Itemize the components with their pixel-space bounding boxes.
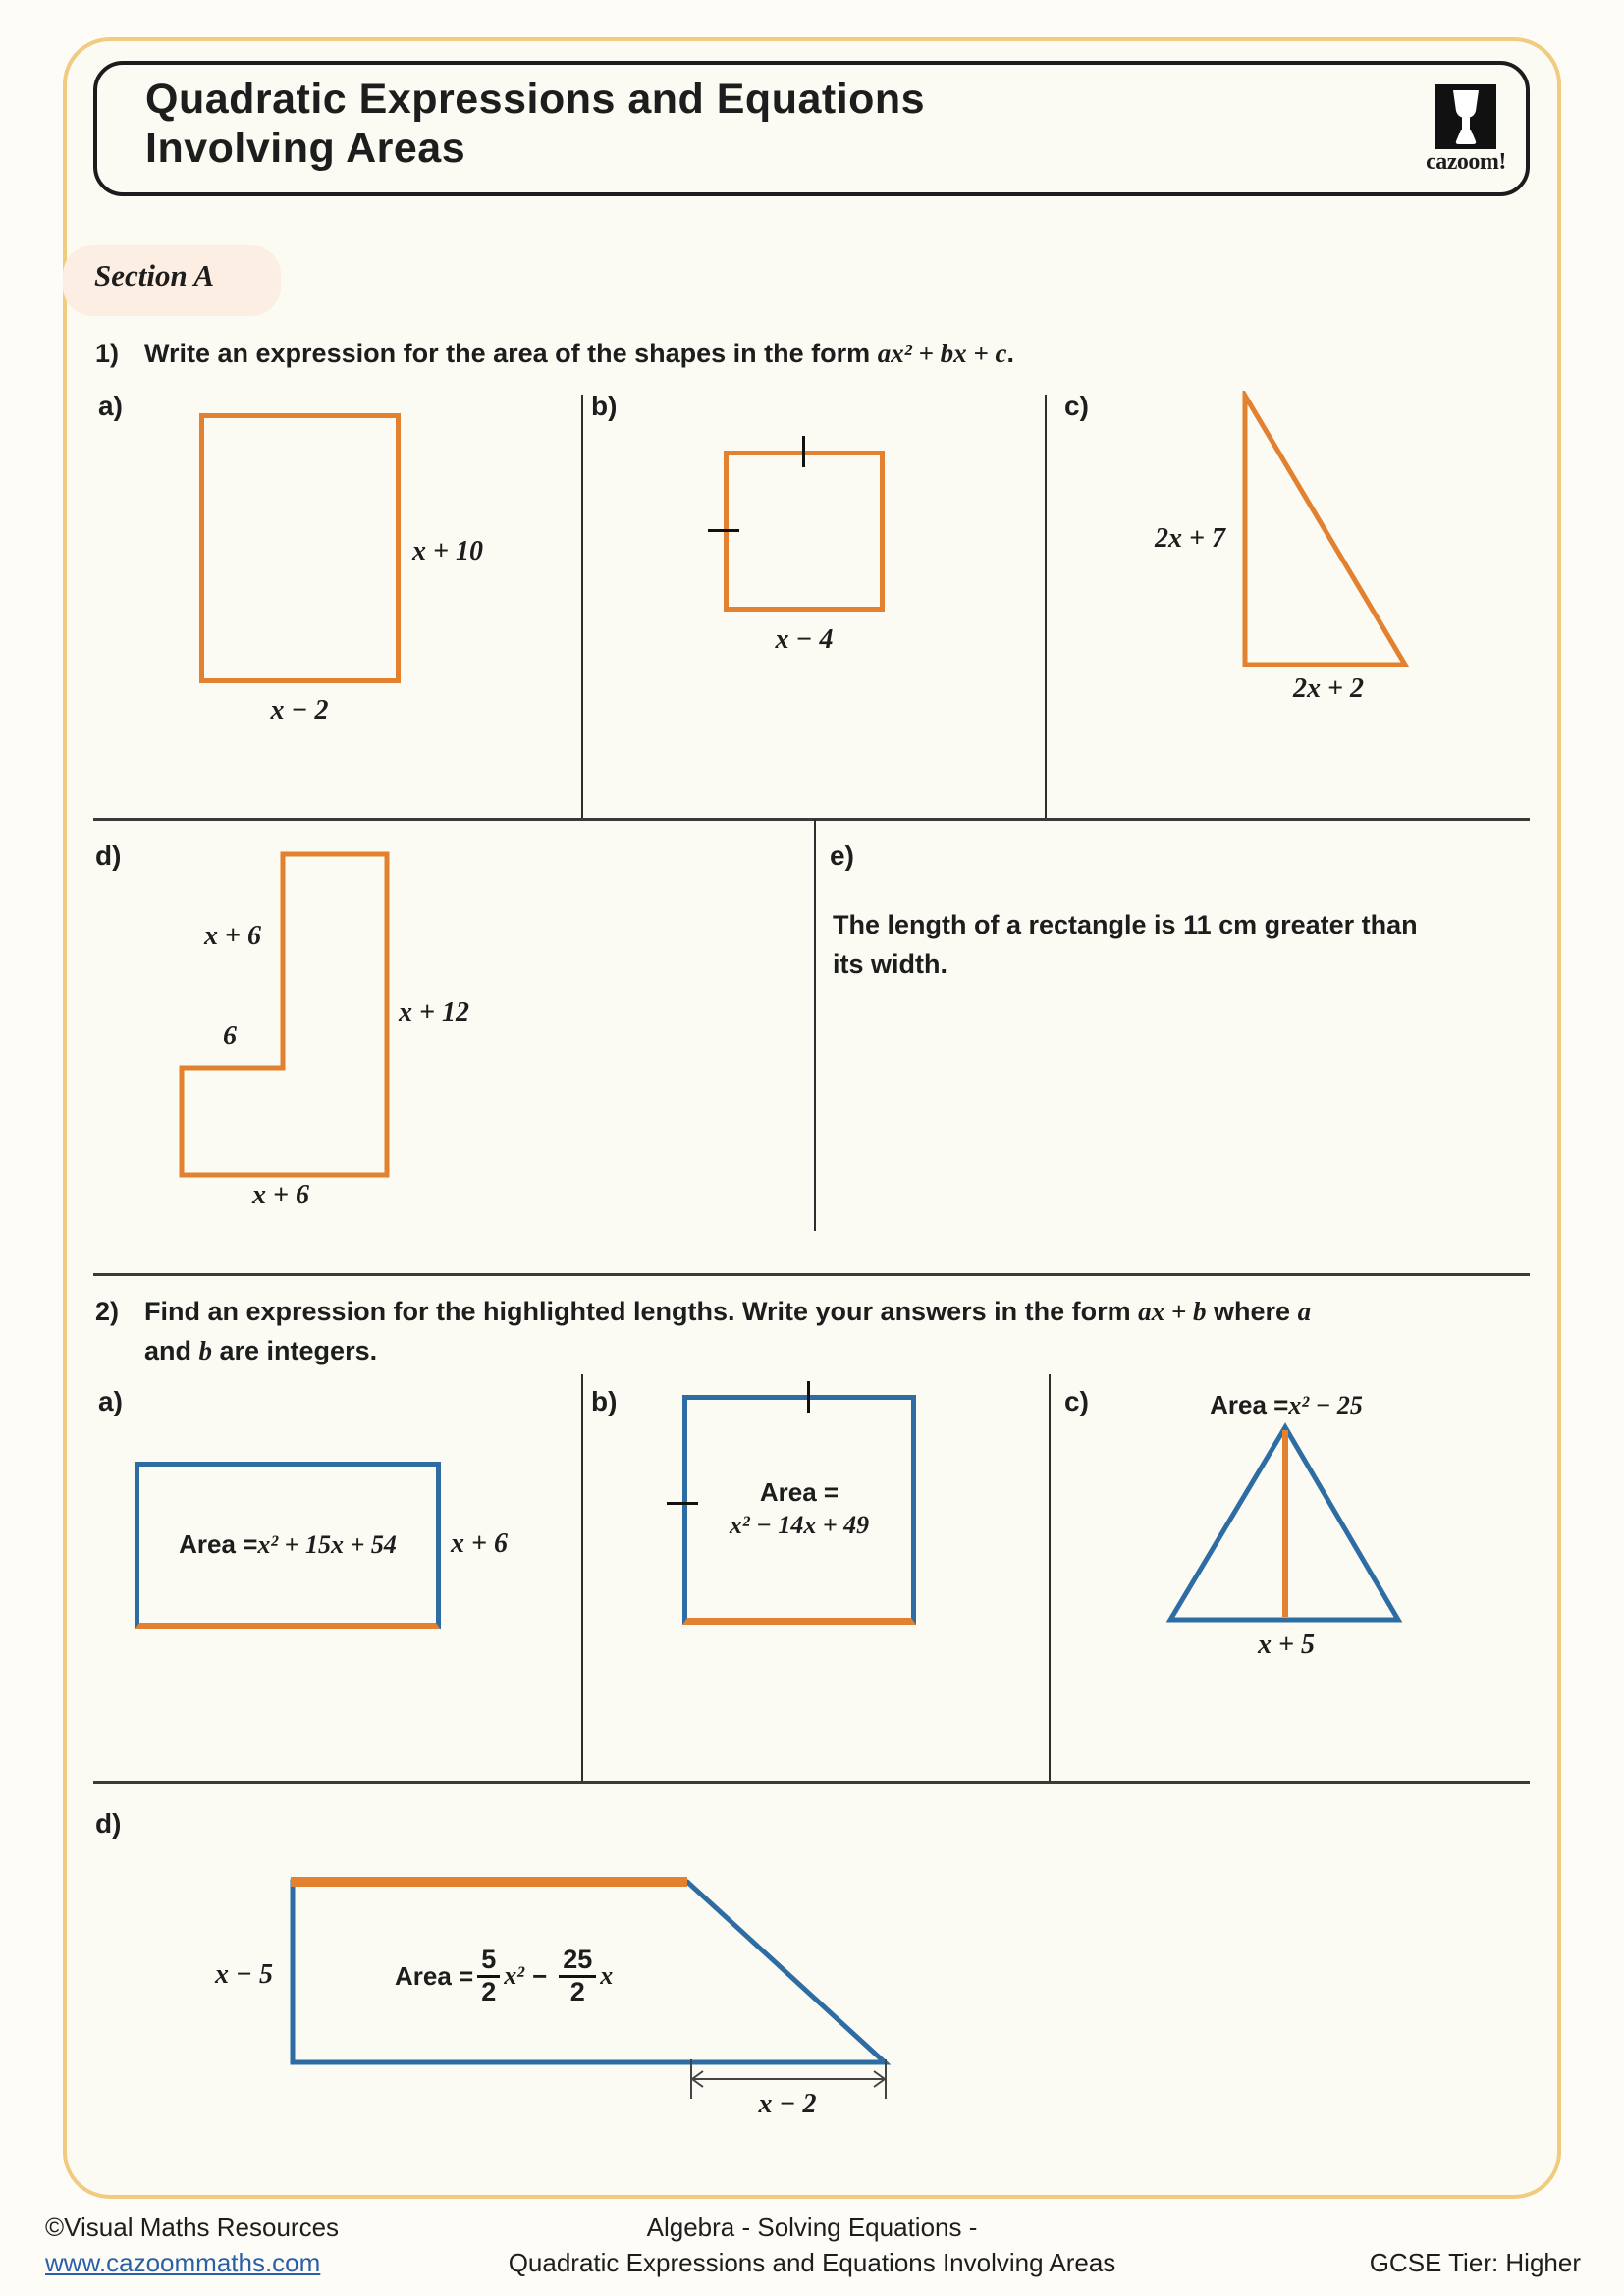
shape-2d-term1: x² (504, 1961, 525, 1990)
footer-topic-line1: Algebra - Solving Equations - (646, 2213, 978, 2242)
shape-2c-area-label: Area = (1210, 1390, 1289, 1419)
page-title (145, 75, 925, 173)
shape-1d-lshape (179, 851, 391, 1179)
fraction-five-halves: $\frac{5}{2}$ (477, 1947, 500, 2005)
fraction-twentyfive-halves: $\frac{25}{2}$ (559, 1947, 596, 2005)
q1-e-text (833, 905, 1520, 984)
shape-1a-bottom-label: x − 2 (270, 695, 329, 725)
footer-tier: GCSE Tier: Higher (1369, 2248, 1581, 2277)
q1-e-text-line1: The length of a rectangle is 11 cm greater than (833, 910, 1418, 939)
tick-mark-icon (807, 1381, 810, 1413)
q2-part-d-label: d) (95, 1808, 122, 1839)
shape-1c-bottom-label: 2x + 2 (1293, 673, 1364, 704)
shape-2c-triangle (1166, 1419, 1402, 1628)
shape-2a-rectangle (135, 1462, 441, 1629)
divider-q1-de (814, 819, 816, 1231)
shape-2c-bottom-label: x + 5 (1258, 1629, 1315, 1660)
shape-1a-right-label: x + 10 (412, 536, 483, 566)
footer-copyright: ©Visual Maths Resources (45, 2213, 340, 2242)
q1-part-a-label: a) (98, 391, 123, 421)
tick-mark-icon (802, 436, 805, 467)
q1-e-text-line2: its width. (833, 949, 947, 979)
page-title-line1: Quadratic Expressions and Equations (145, 76, 926, 123)
shape-2a-area-expr: x² + 15x + 54 (257, 1529, 397, 1559)
divider-q1-q2 (93, 1273, 1530, 1276)
shape-2a-right-label: x + 6 (451, 1528, 508, 1559)
shape-1d-notch-label: 6 (223, 1021, 237, 1051)
shape-2d-term2: x (600, 1961, 614, 1990)
shape-1d-upperleft-label: x + 6 (204, 921, 261, 951)
shape-1b-square (724, 451, 885, 612)
shape-2c-area-text (1159, 1390, 1414, 1420)
shape-2b-square (682, 1395, 916, 1625)
shape-1b-bottom-label: x − 4 (775, 624, 834, 655)
shape-2d-left-label: x − 5 (215, 1959, 273, 1990)
divider-q1-ab (581, 395, 583, 819)
q2-part-a-label: a) (98, 1386, 123, 1416)
shape-1d-bottom-label: x + 6 (252, 1180, 309, 1210)
q1-part-c-label: c) (1064, 391, 1089, 421)
q1-part-d-label: d) (95, 840, 122, 871)
section-a-label: Section A (94, 258, 215, 293)
divider-q1-row (93, 818, 1530, 821)
q2-prompt: Find an expression for the highlighted lengths. Write your answers in the form ax + b where a and b are integers. (144, 1297, 1312, 1365)
q1-part-e-label: e) (830, 840, 854, 871)
q2-number: 2) (95, 1297, 120, 1326)
shape-1a-rectangle (199, 413, 401, 683)
shape-2d-area-formula (395, 1938, 613, 2014)
shape-2c-area-expr: x² − 25 (1288, 1390, 1363, 1419)
divider-q2-row (93, 1781, 1530, 1784)
divider-q1-bc (1045, 395, 1047, 819)
shape-2d-area-label: Area = (395, 1960, 474, 1991)
tick-mark-icon (667, 1502, 698, 1505)
q2-part-b-label: b) (591, 1386, 618, 1416)
shape-2d-operator: − (532, 1960, 548, 1991)
tick-mark-icon (708, 529, 739, 532)
shape-1d-right-label: x + 12 (399, 997, 469, 1028)
footer-website-link[interactable]: www.cazoommaths.com (45, 2248, 321, 2277)
q2-part-c-label: c) (1064, 1386, 1089, 1416)
djembe-drum-icon (1435, 84, 1496, 149)
q1-prompt: Write an expression for the area of the shapes in the form ax² + bx + c. (144, 339, 1015, 368)
shape-2b-area-label: Area = (759, 1477, 839, 1507)
q1-part-b-label: b) (591, 391, 618, 421)
shape-2b-area-expr: x² − 14x + 49 (729, 1511, 870, 1539)
shape-1c-left-label: 2x + 7 (1155, 523, 1225, 554)
footer-topic-line2: Quadratic Expressions and Equations Involving Areas (508, 2248, 1116, 2277)
cazoom-logo-text: cazoom! (1426, 149, 1506, 175)
shape-2a-area-label: Area = (179, 1529, 258, 1559)
divider-q2-bc (1049, 1374, 1051, 1782)
q1-number: 1) (95, 339, 120, 368)
shape-2d-dim-label: x − 2 (758, 2089, 817, 2119)
page-title-line2: Involving Areas (145, 125, 466, 172)
divider-q2-ab (581, 1374, 583, 1782)
